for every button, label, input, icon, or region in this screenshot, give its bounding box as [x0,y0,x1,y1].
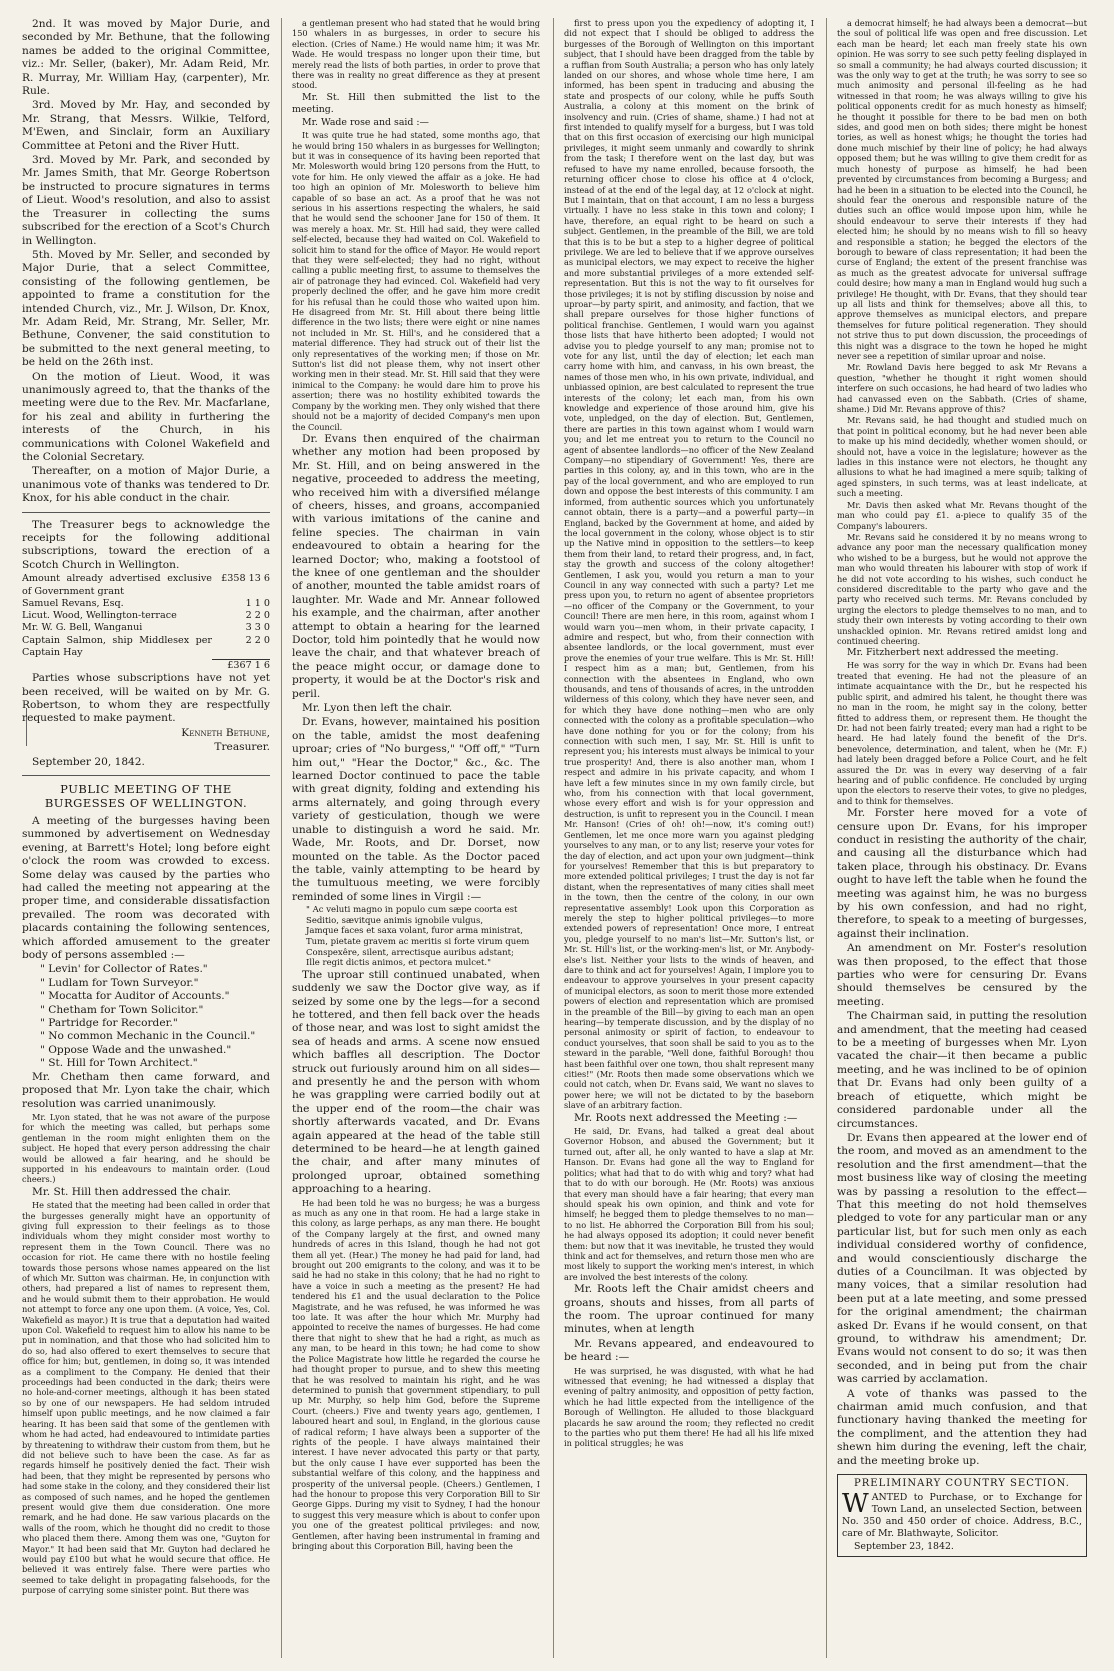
article-paragraph: Mr. Lyon then left the chair. [302,702,453,715]
quote-line: Conspexêre, silent, arrectisque auribus adstant; [306,947,514,958]
article-paragraph: Mr. Rowland Davis here begged to ask Mr Revans a question, "whether he thought it right women should interfere on such occasions, he had heard of two ladies who had canvassed even on the Sabbath. (Cries of shame, shame.) Did Mr. Revans approve of this? [837,362,1087,415]
article-paragraph: The Chairman said, in putting the resolution and amendment, that the meeting had ceased to be a meeting of burgesses when Mr. Lyon vacated the chair—it then became a public meeting, and he was inclined to be of opinion that Dr. Evans had only been guilty of a breach of etiquette, which might be considered pardonable under all the circumstances. [837,1010,1087,1130]
placard-item: " Mocatta for Auditor of Accounts." [40,990,230,1003]
article-paragraph: A meeting of the burgesses having been summoned by advertisement on Wednesday evening, at Barrett's Hotel; long before eight o'clock the room was crowded to excess. Some delay was caused by the parties who had called the meeting not appearing at the proper time, and considerable dissatisfaction prevailed. The room was decorated with placards containing the following sentences, which afforded amusement to the greater body of persons assembled :— [22,814,270,962]
notice-date: September 23, 1842. [854,1540,954,1552]
signature-title: Treasurer. [214,741,270,754]
placard-list [22,963,270,1070]
article-paragraph: The uproar still continued unabated, when suddenly we saw the Doctor give way, as if seized by some one by the legs—for a second he tottered, and then fell back over the heads of those near, and was lost to sight amidst the sea of heads and arms. A scene now ensued which baffles all description. The Doctor struck out furiously around him on all sides—and presently he and the person with whom he was grappling were carried bodily out at the upper end of the room—the chair was shortly afterwards vacated, and Dr. Evans again appeared at the head of the table still determined to be heard—he at length gained the chair, and after many minutes of prolonged uproar, obtained something approaching to a hearing. [292,968,540,1196]
speech-paragraph: a gentleman present who had stated that he would bring 150 whalers in as burgesses, in order to secure his election. (Cries of Name.) He would name him; it was Mr. Wade. He would trespass no longer upon their time, but merely read the lists of both parties, in order to prove that there was in reality no great difference as they at present stood. [292,18,540,91]
resolution-paragraph: 3rd. Moved by Mr. Hay, and seconded by Mr. Strang, that Messrs. Wilkie, Telford, M'Ewen, and Sinclair, form an Auxiliary Committee at Petoni and the River Hutt. [22,99,270,152]
column-2 [292,18,540,1658]
resolution-paragraph: 3rd. Moved by Mr. Park, and seconded by Mr. James Smith, that Mr. George Robertson be instructed to procure signatures in terms of Lieut. Wood's resolution, and also to assist the Treasurer in collecting the sums subscribed for the erection of a Scot's Church in Wellington. [22,154,270,247]
article-paragraph: Mr. Chetham then came forward, and proposed that Mr. Lyon take the chair, which resolution was carried unanimously. [22,1070,270,1110]
quote-line: Ille regit dictis animos, et pectora mulcet." [306,958,492,969]
section-divider [22,775,270,776]
article-paragraph: Mr. Lyon stated, that he was not aware of the purpose for which the meeting was called, but perhaps some gentleman in the room might enlighten them on the subject. He hoped that every person addressing the chair would be allowed a fair hearing, and he should be supported in his endeavours to maintain order. (Loud cheers.) [22,1111,270,1185]
placard-item: " No common Mechanic in the Council." [40,1030,256,1043]
notice-body [842,1489,1082,1540]
resolution-paragraph: On the motion of Lieut. Wood, it was unanimously agreed to, that the thanks of the meeting were due to the Rev. Mr. Macfarlane, for his zeal and ability in furthering the interests of the Church, in his communications with Colonel Wakefield and the Colonial Secretary. [22,370,270,463]
subscription-row: Captain Salmon, ship Middlesex per Captain Hay 2 2 0 [22,634,270,659]
subscription-row: Licut. Wood, Wellington-terrace 2 2 0 [22,610,270,622]
subscription-row: Mr. W. G. Bell, Wanganui 3 3 0 [22,622,270,634]
subscription-total-row: £367 1 6 [22,659,270,672]
article-paragraph: Mr. Roots left the Chair amidst cheers and groans, shouts and hisses, from all parts of the room. The uproar continued for many minutes, when at length [564,1283,814,1336]
article-paragraph: Dr. Evans, however, maintained his position on the table, amidst the most deafening uproar; cries of "No burgess," "Off off," "Turn him out," "Hear the Doctor," &c., &c. The learned Doctor continued to pace the table with great dignity, folding and extending his arms alternately, and going through every variety of gesticulation, though we were unable to distinguish a word he said. Mr. Wade, Mr. Roots, and Dr. Dorset, now mounted on the table. As the Doctor paced the table, vainly attempting to be heard by the tumultuous meeting, we were forcibly reminded of some lines in Virgil :— [292,716,540,903]
article-paragraph: A vote of thanks was passed to the chairman amid much confusion, and that functionary having thanked the meeting for the compliment, and the attention they had shewn him during the evening, left the chair, and the meeting broke up. [837,1387,1087,1467]
article-paragraph: Dr. Evans then appeared at the lower end of the room, and moved as an amendment to the resolution and the first amendment—that the most business like way of closing the meeting was by passing a resolution to the effect—That this meeting do not hold themselves pledged to vote for any particular man or any particular list, but for such men only as each individual considered worthy of confidence, and would conscientiously discharge the duties of a Councilman. It was objected by many voices, that a similar resolution had been put at a late meeting, and some pressed for the original amendment; the chairman asked Dr. Evans if he would consent, on that ground, to withdraw his amendment; Dr. Evans would not consent to do so; it was then seconded, and in being put from the chair was carried by acclamation. [837,1131,1087,1386]
quote-line: " Ac veluti magno in populo cum sæpe coorta est [306,905,518,916]
latin-quote [292,905,540,969]
article-paragraph: Mr. St. Hill then submitted the list to the meeting. [292,91,540,115]
quote-line: Seditio, sævitque animis ignobile vulgus, [306,915,484,926]
treasurer-intro: The Treasurer begs to acknowledge the receipts for the following additional subscriptions, toward the erection of a Scotch Church in Wellington. [22,518,270,571]
article-paragraph: Mr. Davis then asked what Mr. Revans thought of the man who could pay £1. a-piece to qualify 35 of the Company's labourers. [837,499,1087,531]
article-paragraph: Mr. Revans said he considered it by no means wrong to advance any poor man the necessary qualification money who wished to be a burgess, but he would not approve the man who would threaten his labourer with stop of work if he did not vote according to his wishes, such conduct he considered discreditable to the party who gave and the party who received such terms. Mr. Revans concluded by urging the electors to pledge themselves to no man, and to study their own interests by voting according to their own unshackled opinion. Mr. Revans retired amidst long and continued cheering. [837,531,1087,646]
speech-paragraph: He was sorry for the way in which Dr. Evans had been treated that evening. He had not the pleasure of an intimate acquaintance with the Dr., but he respected his public spirit, and admired his talent, he thought there was no man in the room, he might say in the colony, better fitted to address them, or represent them. He thought the Dr. had not been fairly treated; every man had a right to be heard. He had lately found the benefit of the Dr's. benevolence, determination, and talent, when he (Mr. F.) had lately been dragged before a Police Court, and he felt assured the Dr. was in every way deserving of a fair hearing and of public confidence. He concluded by urging upon the electors to reserve their votes, to give no pledges, and to think for themselves. [837,660,1087,806]
notice-heading: PRELIMINARY COUNTRY SECTION. [854,1478,1070,1490]
placard-item: " Chetham for Town Solicitor." [40,1003,204,1016]
placard-item: " Oppose Wade and the unwashed." [40,1043,232,1056]
speech-paragraph: He stated that the meeting had been called in order that the burgesses generally might have an opportunity of giving full expression to their feelings as to those individuals whom they might consider most worthy to represent them in the Town Council. There was no occasion for riot. He came there with no hostile feeling towards those persons whose names appeared on the list of which Mr. Sutton was chairman. He, in conjunction with others, had prepared a list of names to represent them, and he would submit them to their approbation. He would not attempt to force any one upon them. (A voice, Yes, Col. Wakefield as mayor.) It is true that a deputation had waited upon Col. Wakefield to request him to allow his name to be put in nomination, and that those who had solicited him to do so, had also offered to exert themselves to secure that office for him; but, gentlemen, in doing so, it was intended as a compliment to the Company. He denied that their proceedings had been conducted in the dark; theirs were no hole-and-corner meetings, although it has been stated so by one of our newspapers. He had seldom intruded himself upon public meetings, and he now claimed a fair hearing. It has been said that some of the gentlemen with whom he had acted, had endeavoured to intimidate parties by threatening to withdraw their custom from them, but he did not believe such to have been the case. As far as regards himself he positively denied the fact. Their wish had been, that they might be represented by persons who had some stake in the colony, and they considered their list as composed of such names, and he hoped the gentlemen present would give them due consideration. One more remark, and he had done. He saw various placards on the walls of the room, which he thought did no credit to those who placed them there. Among them was one, "Guyton for Mayor." It had been said that Mr. Guyton had declared he would pay £100 but what he would secure that office. He believed it was entirely false. There were parties who seemed to take delight in propagating falsehoods, for the purpose of carrying some sinister point. But there was [22,1200,270,1596]
column-rule [826,18,827,1658]
column-rule [553,18,554,1658]
classified-notice [837,1474,1087,1557]
speech-paragraph: He said, Dr. Evans, had talked a great deal about Governor Hobson, and abused the Government; but it turned out, after all, he only wanted to have a slap at Mr. Hanson. Dr. Evans had gone all the way to England for politics; what had that to do with whig and tory? what had that to do with our borough. He (Mr. Roots) was anxious that every man should have a fair hearing; that every man should speak his own opinion, and think and vote for himself; he begged them to pledge themselves to no man—to no list. He abhorred the Corporation Bill from his soul; he had always opposed its adoption; it could never benefit them: but now that it was inevitable, he trusted they would think and act for themselves, and return those men who are most likely to support the working men's interest, in which are involved the best interests of the colony. [564,1126,814,1282]
article-paragraph: Mr. Roots next addressed the Meeting :— [574,1111,798,1124]
drop-cap: W [842,1489,869,1520]
newspaper-page [22,18,1094,1658]
quote-line: Tum, pietate gravem ac meritis si forte virum quem [306,936,530,947]
placard-item: " Partridge for Recorder." [40,1017,178,1030]
article-paragraph: Mr. Forster here moved for a vote of censure upon Dr. Evans, for his improper conduct in resisting the authority of the chair, and causing all the disturbance which had taken place, through his obstinacy. Dr. Evans ought to have left the table when he found the meeting was against him, he was no burgess by his own confession, and had no right, therefore, to speak to a meeting of burgesses, against their inclination. [837,807,1087,940]
column-4 [837,18,1087,1658]
resolution-paragraph: Thereafter, on a motion of Major Durie, a unanimous vote of thanks was tendered to Dr. Knox, for his able conduct in the chair. [22,465,270,505]
placard-item: " Levin' for Collector of Rates." [40,963,208,976]
section-divider [22,512,270,513]
speech-paragraph: He had been told he was no burgess; he was a burgess as much as any one in that room. He had a large stake in this colony, as large perhaps, as any man there. He bought of the Company largely at the first, and owned many hundreds of acres in this Island, though he had not got them all yet. (Hear.) The money he had paid for land, had brought out 200 emigrants to the colony, and was it to be said he had no stake in this colony; that he had no right to have a voice in such a meeting as the present? He had tendered his £1 and the usual declaration to the Police Magistrate, and he was refused, he was informed he was too late. It was after the hour which Mr. Murphy had appointed to receive the names of burgesses. He had come there that night to shew that he had a right, as much as any man, to be heard in this town; he had come to show the Police Magistrate how little he regarded the course he had thought proper to pursue, and to shew this meeting that he was resolved to maintain his right, and he was determined to punish that government stipendiary, to pull up Mr. Murphy, so help him God, before the Supreme Court. (cheers.) Five and twenty years ago, gentlemen, I laboured heart and soul, in England, in the glorious cause of radical reform; I have always been a supporter of the rights of the people. I have always maintained their interest. I have never advocated this party or that party, but the only cause I have ever supported has been the substantial welfare of this colony, and the happiness and prosperity of the universal people. (Cheers.) Gentlemen, I had the honour to propose this very Corporation Bill to Sir George Gipps. During my visit to Sydney, I had the honour to suggest this very measure which is about to confer upon you one of the greatest political privileges: and now, Gentlemen, after having been instrumental in framing and bringing about this Corporation Bill, having been the [292,1197,540,1551]
speech-paragraph: It was quite true he had stated, some months ago, that he would bring 150 whalers in as burgesses for Wellington; but it was in consequence of its having been reported that Mr. Molesworth would bring 120 persons from the Hutt, to vote for him. He only viewed the affair as a joke. He had too high an opinion of Mr. Molesworth to believe him capable of so base an act. As a proof that he was not serious in his assertions respecting the whalers, he said that he would send the schooner Jane for 150 of them. It was merely a hoax. Mr. St. Hill had said, they were called self-elected, because they had waited on Col. Wakefield to solicit him to stand for the office of Mayor. He would report that they were self-elected; they had no right, without calling a public meeting first, to assume to themselves the air of patronage they had evinced. Col. Wakefield had very properly declined the offer, and he gave him more credit for his refusal than he could those who waited upon him. He disagreed from Mr. St. Hill about there being little difference in the two lists; there were eight or nine names not included in Mr. St. Hill's, and he considered that a material difference. They had struck out of their list the only representatives of the working men; if those on Mr. Sutton's list did not please them, why not insert other working men in their stead. Mr. St. Hill said that they were inimical to the Company: he would dare him to prove his assertion; there was no hostility exhibited towards the Company by the working men. They only wished that there should not be a majority of decided Company's men upon the Council. [292,130,540,432]
column-3 [564,18,814,1658]
placard-item: " St. Hill for Town Architect." [40,1057,198,1070]
signature-name: Kenneth Bethune, [181,726,270,739]
quote-line: Jamque faces et saxa volant, furor arma ministrat, [306,926,523,937]
subscription-row: Samuel Revans, Esq. 1 1 0 [22,597,270,609]
article-paragraph: Mr. Wade rose and said :— [302,117,429,129]
article-headline: PUBLIC MEETING OF THE BURGESSES OF WELLINGTON. [44,781,248,810]
article-paragraph: An amendment on Mr. Foster's resolution was then proposed, to the effect that those parties who were for censuring Dr. Evans should themselves be censured by the meeting. [837,942,1087,1008]
notice-text: ANTED to Purchase, or to Exchange for Town Land, an unselected Section, between No. 350 and 450 order of choice. Address, B.C., care of Mr. Blathwayte, Solicitor. [842,1492,1082,1540]
column-rule [281,18,282,1658]
parties-note: Parties whose subscriptions have not yet been received, will be waited on by Mr. G. Robertson, to whom they are respectfully requested to make payment. [22,672,270,725]
speech-paragraph: a democrat himself; he had always been a democrat—but the soul of political life was open and free discussion. Let each man be heard; let each man freely state his own opinion. He was sorry to see such petty feeling displayed in so small a community; he had always courted discussion; it was the only way to get at the truth; he was sorry to see so much animosity and personal ill-feeling as he had witnessed in that room; he was always willing to give his political opponents credit for as much honesty as himself; he thought it possible for there to be bad men on both sides, and good men on both sides; there might be honest tories, as well as honest whigs; he thought the tories had done much mischief by their line of policy; he had always opposed them; but he was willing to give them credit for as much honesty of purpose as himself; he had been prevented by circumstances from becoming a Burgess; and had he been in a situation to be elected into the Council, he should fear the onerous and responsible nature of the duties such an office would impose upon him, while he should endeavour to serve their interests if they had elected him; he should by no means wish to fill so heavy and responsible a station; he begged the electors of the borough to beware of class representation; it had been the curse of England; the extent of the present franchise was as much as the greatest advocate for universal suffrage could desire; how many a man in England would hug such a privilege! He thought, with Dr. Evans, that they should tear up all lists and think for themselves; above all this, to approve themselves as municipal electors, and prepare themselves for future political regeneration. They should not strive thus to put down discussion, the proceedings of this night was a disgrace to the town he hoped he might never see a repetition of similar uproar and noise. [837,18,1087,361]
speech-paragraph: first to press upon you the expediency of adopting it, I did not expect that I should be obliged to address the burgesses of the Borough of Wellington on this important subject, that I should have been dragged from the table by a ruffian from South Australia; a person who has only lately landed on our shores, and whose whole time here, I am informed, has been spent in traducing and abusing the state and prospects of our colony, while he puffs South Australia, a colony at this moment on the brink of insolvency and ruin. (Cries of shame, shame.) I had not at first intended to qualify myself for a burgess, but I was told that on this first occasion of exercising our high municipal privileges, it might seem unmanly and cowardly to shrink from the task; I therefore went on the last day, but was refused to have my name enrolled, because forsooth, the returning officer chose to close his office at 4 o'clock, instead of at the end of the legal day, at 12 o'clock at night. But I maintain, that on that account, I am no less a burgess virtually. I have no less stake in this town and colony; I have, therefore, an equal right to be heard on such a subject. Gentlemen, in the preamble of the Bill, we are told that this is to be but a step to a higher degree of political privilege. We are led to believe that if we approve ourselves as municipal electors, we may expect to receive the higher and more substantial privileges of a more extended self-representation. But this is not the way to fit ourselves for those privileges; it is not by stifling discussion by noise and uproar—by party spirit, and animosity, and faction, that we shall prepare ourselves for those higher functions of political franchise. Gentlemen, I would warn you against those lists that have hitherto been adopted; I would not advise you to pledge yourself to any man; promise not to vote for any list, until the day of election; let each man carry home with him, and canvass, in his own breast, the names of those men who, in his own private, individual, and unbiassed opinion, are best calculated to represent the true interests of the colony; let each man, from his own knowledge and experience of those around him, give his vote, unpledged, on the day of election. But, Gentlemen, there are parties in this town against whom I would warn you; and let me entreat you to return to the Council no agent of absentee landlords—no officer of the New Zealand Company—no stipendiary of Government! Yes, there are parties in this colony, ay, and in this town, who are in the pay of the local government, and who are employed to run down and oppose the best interests of this community. I am informed, from authentic sources which you unfortunately cannot obtain, there is a party—and a powerful party—in England, backed by the Government at home, and aided by the local government in the colony, whose object is to stir up the Native mind in opposition to the settlers—to keep them from their land, to retard their progress, and, in fact, stay the growth and success of the colony altogether! Gentlemen, I ask you, would you return a man to your Council in any way connected with such a party? Let me press upon you, to return no agent of absentee proprietors—no officer of the Company or the Government, to your Council! There are men here, in this room, against whom I would warn you—men whom, in their private capacity, I admire and respect, but who, from their connection with absentee landlords, or the local government, must ever prove the enemies of your true welfare. This is Mr. St. Hill! I respect him as a man; but, Gentlemen, from his connection with the absentees in England, who own thousands, and tens of thousands of acres, in the untrodden wilderness of this colony, which they have never seen, and for which they have done nothing—men who are only connected with the colony as a profitable speculation—who have done nothing for you or for the colony; from his connection with such men, I say, Mr. St. Hill is unfit to represent you; his interests must always be inimical to your true prosperity! And, there is also another man, whom I respect and admire in his private capacity, and whom I have left a few minutes since in my own family circle, but who, from his connection with that local government, whose every effort and wish is for your oppression and destruction, is unfit to represent you in the Council. I mean Mr. Hanson! (Cries of oh! oh!—now, it's coming out!) Gentlemen, let me once more warn you against pledging yourselves to any man, or to any list; reserve your votes for the day of election, and act upon your own judgment—think for yourselves! Remember that this is but preparatory to more extended political privileges; I trust the day is not far distant, when the representatives of many cities shall meet in the town, then the centre of the colony, in our own representative assembly! Look upon this Corporation as merely the step to higher political privileges—to more extended powers of representation! Once more, I entreat you, pledge yourself to no man's list—Mr. Sutton's list, or Mr. St. Hill's list, or the working-men's list, or Mr. Anybody-else's list. Neither your lists to the winds of heaven, and dare to think and act for yourselves! Again, I implore you to endeavour to approve yourselves in your present capacity of municipal electors, as soon to merit those more extended powers of election and representation which are promised in the preamble of the Bill—by giving to each man an open hearing—by temperate discussion, and by the display of no personal animosity or spirit of faction, to endeavour to conduct yourselves, that soon shall be said to you as to the steward in the parable, "Well done, faithful Borough! thou hast been faithful over one town, thou shalt represent many cities!" (Mr. Roots then made some observations which we could not catch, when Dr. Evans said, We want no slaves to power here; we will not be dictated to by the baseborn slave of an arbitrary faction. [564,18,814,1111]
article-paragraph: Mr. St. Hill then addressed the chair. [32,1185,231,1198]
subscription-row: Amount already advertised exclusive of Government grant £358 13 6 [22,573,270,597]
article-paragraph: Mr. Revans appeared, and endeavoured to be heard :— [564,1337,814,1364]
speech-paragraph: He was surprised, he was disgusted, with what he had witnessed that evening; he had witnessed a display that evening of paltry animosity, and opposition of petty faction, which he had little expected from the intelligence of the Borough of Wellington. He alluded to those blackguard placards he saw around the room; they reflected no credit to the parties who put them there! He had all his life mixed in political struggles; he was [564,1365,814,1449]
notice-date: September 20, 1842. [32,755,145,768]
article-paragraph: Mr. Fitzherbert next addressed the meeting. [847,647,1059,659]
resolution-paragraph: 5th. Moved by Mr. Seller, and seconded by Major Durie, that a select Committee, consisting of the following gentlemen, be appointed to frame a constitution for the intended Church, viz., Mr. J. Wilson, Dr. Knox, Mr. Adam Reid, Mr. Strang, Mr. Seller, Mr. Bethune, Convener, the said constitution to be submitted to the next general meeting, to be held on the 26th inst. [22,248,270,369]
subscription-table [22,573,270,672]
article-paragraph: Mr. Revans said, he had thought and studied much on that point in political economy, but he had never been able to make up his mind decidedly, whether women should, or should not, have a voice in the legislature; however as the ladies in this instance were not electors, he thought any allusions to what he had imagined a mere squib; talking of aged spinsters, in such terms, was at least indelicate, at such a meeting. [837,415,1087,499]
placard-item: " Ludlam for Town Surveyor." [40,976,199,989]
article-paragraph: Dr. Evans then enquired of the chairman whether any motion had been proposed by Mr. St. Hill, and on being answered in the negative, proceeded to address the meeting, who received him with a diversified mélange of cheers, hisses, and groans, accompanied with various imitations of the canine and feline species. The chairman in vain endeavoured to obtain a hearing for the learned Doctor; who, making a footstool of the knee of one gentleman and the shoulder of another, mounted the table amidst roars of laughter. Mr. Wade and Mr. Annear followed his example, and the chairman, after another attempt to obtain a hearing for the learned Doctor, told him pointedly that he would now leave the chair, and that whatever breach of the peace might occur, or damage done to property, it would be at the Doctor's risk and peril. [292,432,540,700]
column-1 [22,18,270,1658]
resolution-paragraph: 2nd. It was moved by Major Durie, and seconded by Mr. Bethune, that the following names be added to the original Committee, viz.: Mr. Seller, (baker), Mr. Adam Reid, Mr. R. Murray, Mr. William Hay, (carpenter), Mr. Rule. [22,18,270,98]
